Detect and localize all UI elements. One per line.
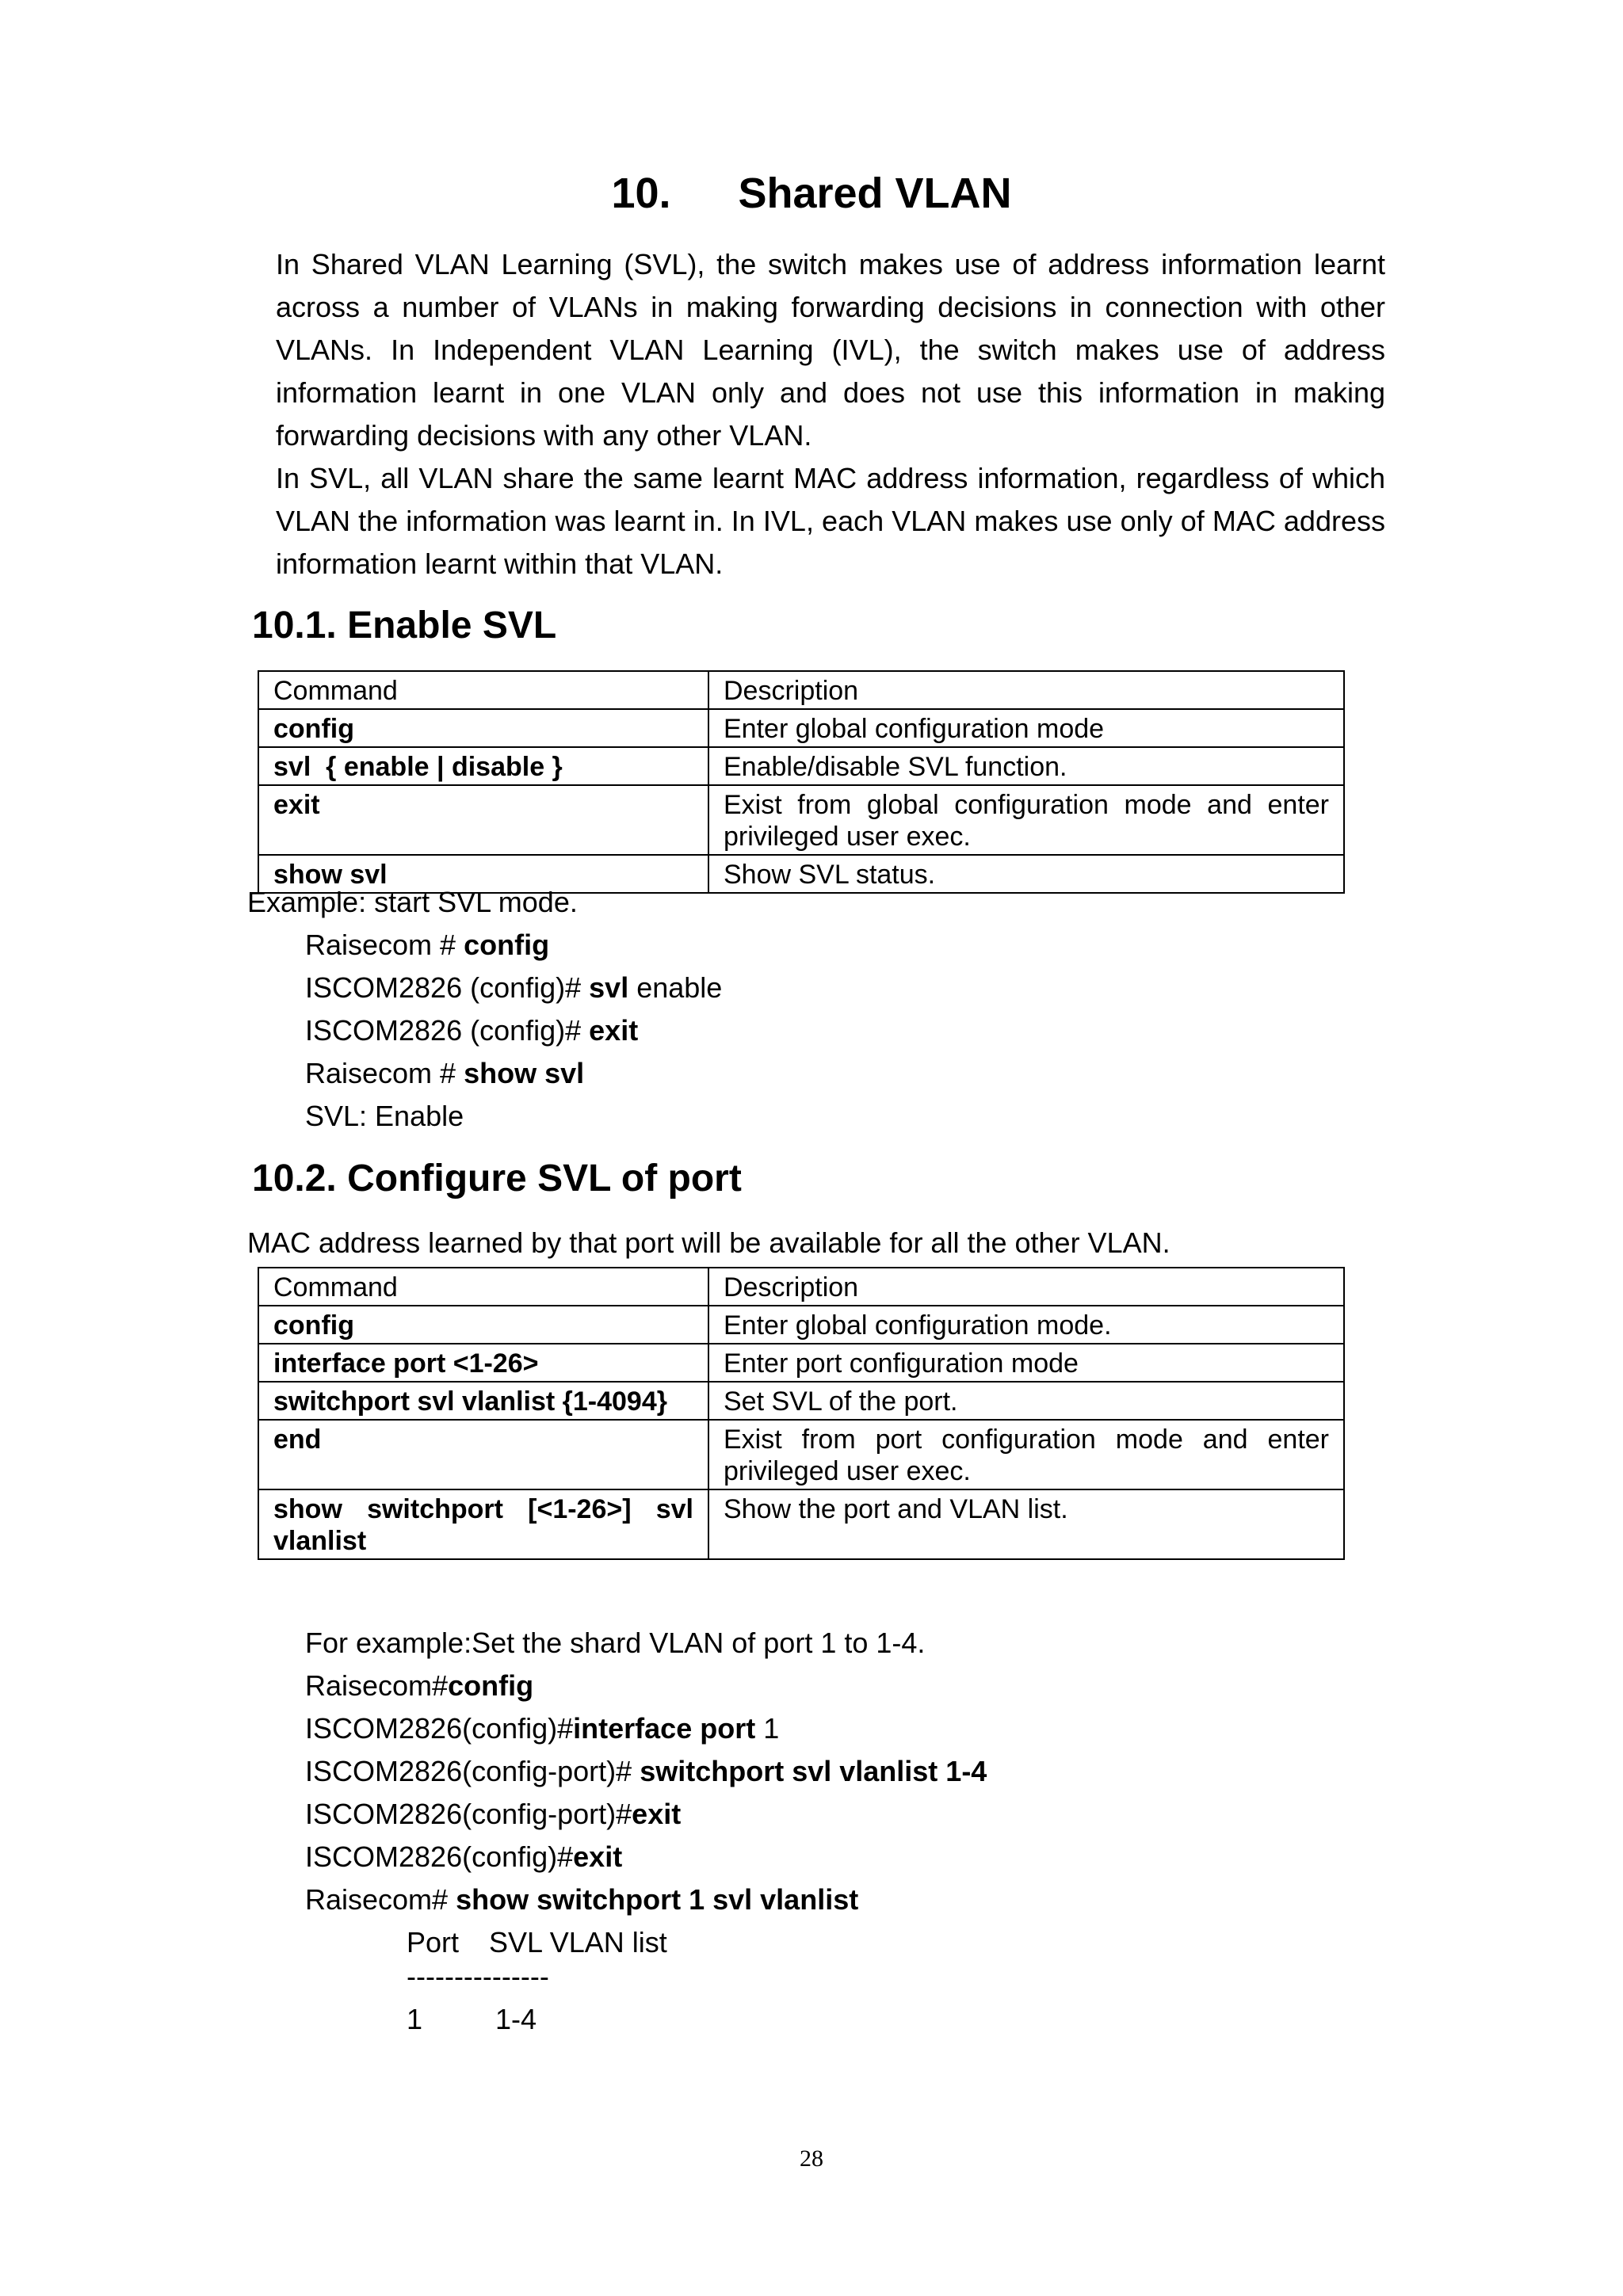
code-line: ISCOM2826(config)#interface port 1 <box>305 1712 780 1745</box>
code-line: Raisecom#config <box>305 1669 534 1702</box>
command-cell: config <box>258 709 708 747</box>
intro-text <box>276 243 1385 585</box>
header-description: Description <box>708 1268 1344 1306</box>
output-separator: --------------- <box>407 1960 549 1993</box>
table-row <box>258 1489 1344 1559</box>
command-cell: show svl <box>258 855 708 893</box>
table-row <box>258 1382 1344 1420</box>
code-line: ISCOM2826(config-port)#exit <box>305 1798 682 1830</box>
output-header-list: SVL VLAN list <box>489 1926 667 1958</box>
table-row <box>258 1420 1344 1489</box>
description-cell: Set SVL of the port. <box>708 1382 1344 1420</box>
code-line: SVL: Enable <box>305 1100 464 1132</box>
section-intro: MAC address learned by that port will be available for all the other VLAN. <box>247 1226 1170 1259</box>
chapter-number: 10. <box>611 170 671 217</box>
description-cell: Exist from global configuration mode and enter privileged user exec. <box>708 785 1344 855</box>
code-line: ISCOM2826(config-port)# switchport svl vlanlist 1-4 <box>305 1755 987 1787</box>
intro-paragraph-2: In SVL, all VLAN share the same learnt MAC address information, regardless of which VLAN the information was learnt in. In IVL, each VLAN makes use only of MAC address information learnt within that VLAN. <box>276 462 1385 580</box>
section-title-configure-svl-port: 10.2. Configure SVL of port <box>252 1158 742 1199</box>
example-label: For example:Set the shard VLAN of port 1 to 1-4. <box>305 1627 926 1659</box>
command-cell: config <box>258 1306 708 1344</box>
table-row <box>258 1344 1344 1382</box>
header-command: Command <box>258 1268 708 1306</box>
code-line: Raisecom # show svl <box>305 1057 585 1089</box>
table-row <box>258 709 1344 747</box>
output-port: 1 <box>407 2003 423 2035</box>
description-cell: Enter global configuration mode <box>708 709 1344 747</box>
header-command: Command <box>258 671 708 709</box>
table-header-row <box>258 671 1344 709</box>
command-cell: show switchport [<1-26>] svl vlanlist <box>258 1489 708 1559</box>
page-number: 28 <box>800 2145 823 2172</box>
description-cell: Enable/disable SVL function. <box>708 747 1344 785</box>
output-header-port: Port <box>407 1926 460 1958</box>
table-row <box>258 785 1344 855</box>
example-label: Example: start SVL mode. <box>247 886 578 918</box>
description-cell: Show SVL status. <box>708 855 1344 893</box>
code-line: Raisecom # config <box>305 929 550 961</box>
code-line: ISCOM2826(config)#exit <box>305 1840 623 1873</box>
code-line: Raisecom# show switchport 1 svl vlanlist <box>305 1883 859 1916</box>
chapter-title <box>0 168 1623 219</box>
code-line: ISCOM2826 (config)# svl enable <box>305 971 723 1004</box>
command-cell: svl { enable | disable } <box>258 747 708 785</box>
command-cell: interface port <1-26> <box>258 1344 708 1382</box>
table-header-row <box>258 1268 1344 1306</box>
description-cell: Show the port and VLAN list. <box>708 1489 1344 1559</box>
table-row <box>258 1306 1344 1344</box>
intro-paragraph-1: In Shared VLAN Learning (SVL), the switch makes use of address information learnt across a number of VLANs in making forwarding decisions in connection with other VLANs. In Independent VLAN Learning (IVL), the switch makes use of address information learnt in one VLAN only and does not use this information in making forwarding decisions with any other VLAN. <box>276 248 1385 452</box>
command-cell: switchport svl vlanlist {1-4094} <box>258 1382 708 1420</box>
section-title-enable-svl: 10.1. Enable SVL <box>252 605 557 646</box>
command-cell: end <box>258 1420 708 1489</box>
command-cell: exit <box>258 785 708 855</box>
chapter-title-text: Shared VLAN <box>738 170 1012 217</box>
output-vlan-list: 1-4 <box>495 2003 537 2035</box>
description-cell: Exist from port configuration mode and enter privileged user exec. <box>708 1420 1344 1489</box>
description-cell: Enter port configuration mode <box>708 1344 1344 1382</box>
enable-svl-command-table <box>258 670 1345 894</box>
table-row <box>258 747 1344 785</box>
configure-svl-command-table <box>258 1267 1345 1560</box>
description-cell: Enter global configuration mode. <box>708 1306 1344 1344</box>
code-line: ISCOM2826 (config)# exit <box>305 1014 639 1047</box>
header-description: Description <box>708 671 1344 709</box>
